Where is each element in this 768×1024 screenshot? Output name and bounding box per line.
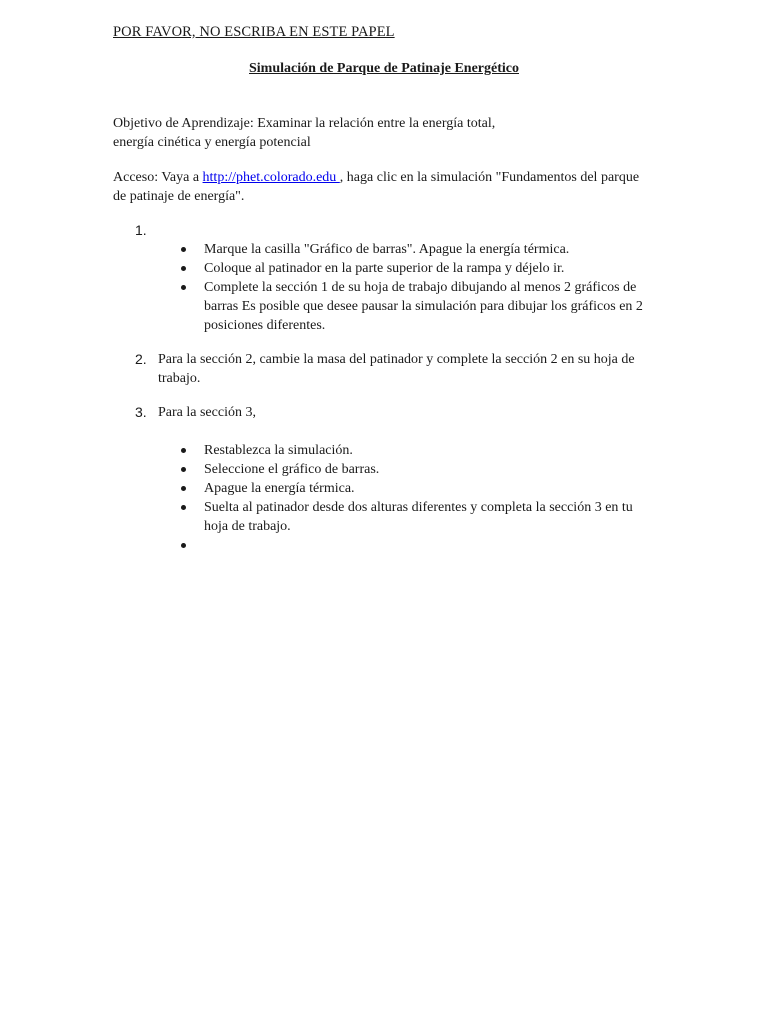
section-3-number: 3. bbox=[135, 404, 147, 420]
list-item bbox=[180, 498, 660, 536]
list-item bbox=[180, 460, 660, 479]
access-prefix: Acceso: Vaya a bbox=[113, 170, 203, 185]
section-2-number: 2. bbox=[135, 351, 147, 367]
section-1-number: 1. bbox=[135, 222, 147, 238]
objective-line-2: energía cinética y energía potencial bbox=[113, 135, 311, 150]
bullet-text: Restablezca la simulación. bbox=[204, 443, 353, 458]
section-3-bullets bbox=[180, 441, 660, 555]
bullet-icon bbox=[181, 285, 186, 290]
bullet-text: Apague la energía térmica. bbox=[204, 481, 355, 496]
section-1-bullets bbox=[180, 240, 660, 335]
access-instructions bbox=[113, 168, 653, 206]
access-suffix: , haga clic en la simulación "Fundamentos del parque de patinaje de energía". bbox=[113, 170, 640, 204]
bullet-icon bbox=[181, 467, 186, 472]
bullet-icon bbox=[181, 247, 186, 252]
bullet-text: Marque la casilla "Gráfico de barras". Apague la energía térmica. bbox=[204, 242, 570, 257]
list-item bbox=[180, 479, 660, 498]
bullet-icon bbox=[181, 543, 186, 548]
section-3-text: Para la sección 3, bbox=[158, 405, 256, 420]
bullet-icon bbox=[181, 486, 186, 491]
list-item bbox=[180, 536, 660, 555]
list-item bbox=[180, 240, 660, 259]
list-item bbox=[180, 259, 660, 278]
objective-line-1: Objetivo de Aprendizaje: Examinar la relación entre la energía total, bbox=[113, 116, 496, 131]
bullet-icon bbox=[181, 448, 186, 453]
document-title: Simulación de Parque de Patinaje Energético bbox=[249, 61, 519, 76]
bullet-text: Coloque al patinador en la parte superior de la rampa y déjelo ir. bbox=[204, 261, 565, 276]
list-item bbox=[180, 441, 660, 460]
warning-header: POR FAVOR, NO ESCRIBA EN ESTE PAPEL bbox=[113, 24, 395, 40]
learning-objective bbox=[113, 114, 653, 152]
bullet-text: Suelta al patinador desde dos alturas diferentes y completa la sección 3 en tu hoja de trabajo. bbox=[204, 500, 633, 534]
bullet-icon bbox=[181, 266, 186, 271]
section-2-text: Para la sección 2, cambie la masa del patinador y complete la sección 2 en su hoja de trabajo. bbox=[158, 352, 635, 386]
bullet-icon bbox=[181, 505, 186, 510]
phet-link[interactable]: http://phet.colorado.edu bbox=[202, 170, 340, 185]
bullet-text: Seleccione el gráfico de barras. bbox=[204, 462, 380, 477]
list-item bbox=[180, 278, 660, 335]
bullet-text: Complete la sección 1 de su hoja de trabajo dibujando al menos 2 gráficos de barras Es posible que desee pausar la simulación para dibujar los gráficos en 2 posiciones diferentes. bbox=[204, 280, 643, 333]
